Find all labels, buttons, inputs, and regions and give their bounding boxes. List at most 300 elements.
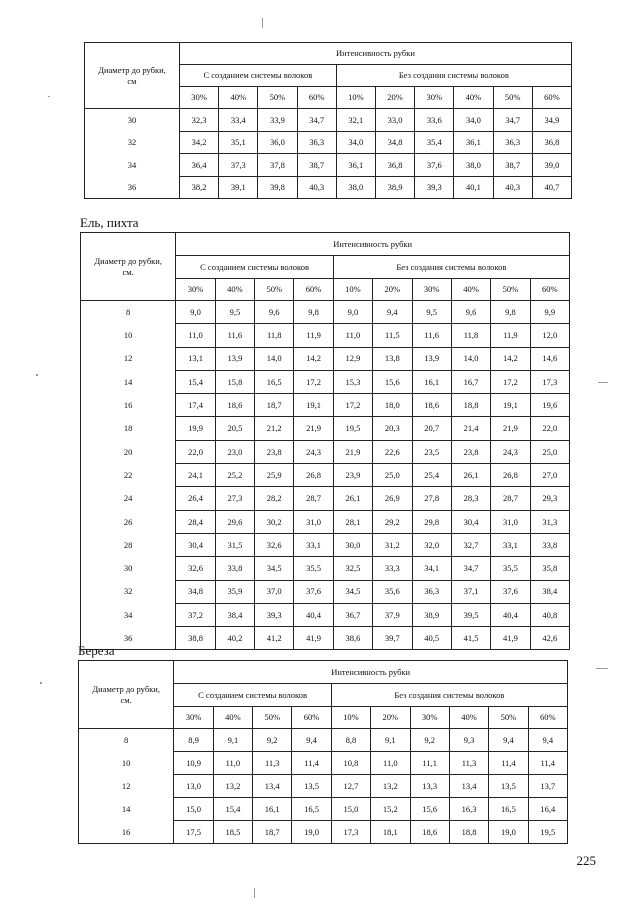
table-cell: 18,0: [373, 394, 412, 417]
pct-header: 40%: [451, 279, 490, 301]
table-cell: 9,4: [489, 729, 528, 752]
table-cell: 41,9: [294, 627, 333, 650]
table-cell: 9,0: [176, 301, 215, 324]
table-cell: 22,6: [373, 440, 412, 463]
row-diameter: 30: [85, 109, 180, 132]
table-cell: 11,5: [373, 324, 412, 347]
pct-header: 30%: [176, 279, 215, 301]
row-diameter: 24: [81, 487, 176, 510]
table-cell: 18,7: [253, 821, 292, 844]
table-cell: 41,9: [491, 627, 530, 650]
table-cell: 11,4: [489, 752, 528, 775]
table-cell: 14,0: [451, 347, 490, 370]
pct-header: 10%: [333, 279, 372, 301]
table-cell: 15,4: [213, 798, 252, 821]
table-row: [79, 729, 568, 752]
table-cell: 21,9: [491, 417, 530, 440]
table-cell: 35,9: [215, 580, 254, 603]
table-cell: 36,4: [179, 154, 218, 177]
table-cell: 34,0: [336, 131, 375, 154]
table-cell: 26,1: [451, 464, 490, 487]
table-cell: 23,8: [451, 440, 490, 463]
row-diameter: 12: [81, 347, 176, 370]
table-cell: 20,5: [215, 417, 254, 440]
table-cell: 15,3: [333, 370, 372, 393]
table-cell: 11,0: [371, 752, 410, 775]
table-cell: 19,9: [176, 417, 215, 440]
row-diameter: 16: [79, 821, 174, 844]
table-cell: 9,5: [412, 301, 451, 324]
table-cell: 9,8: [491, 301, 530, 324]
pct-header: 40%: [449, 707, 488, 729]
table-cell: 38,0: [336, 176, 375, 199]
table-cell: 35,5: [491, 557, 530, 580]
table-cell: 9,1: [371, 729, 410, 752]
table-cell: 34,8: [176, 580, 215, 603]
table-cell: 14,0: [255, 347, 294, 370]
table-cell: 33,1: [294, 533, 333, 556]
table-cell: 11,0: [213, 752, 252, 775]
table-cell: 13,4: [253, 775, 292, 798]
table-cell: 32,7: [451, 533, 490, 556]
table-block-3: [78, 660, 568, 844]
table-cell: 13,8: [373, 347, 412, 370]
table-cell: 27,8: [412, 487, 451, 510]
row-diameter: 28: [81, 533, 176, 556]
intensity-header: Интенсивность рубки: [176, 233, 570, 256]
table-cell: 11,9: [294, 324, 333, 347]
table-cell: 20,7: [412, 417, 451, 440]
table-cell: 34,7: [451, 557, 490, 580]
table-cell: 18,1: [371, 821, 410, 844]
pct-header: 10%: [336, 87, 375, 109]
table-row: [79, 752, 568, 775]
table-cell: 14,6: [530, 347, 569, 370]
diameter-header: Диаметр до рубки, см.: [79, 661, 174, 729]
table-cell: 26,9: [373, 487, 412, 510]
table-cell: 32,3: [179, 109, 218, 132]
without-skid-header: Без создания системы волоков: [331, 684, 567, 707]
table-cell: 12,7: [331, 775, 370, 798]
table-cell: 16,1: [412, 370, 451, 393]
table-cell: 19,0: [292, 821, 331, 844]
table-cell: 13,7: [528, 775, 567, 798]
table-cell: 11,4: [292, 752, 331, 775]
table-cell: 17,4: [176, 394, 215, 417]
table-cell: 8,8: [331, 729, 370, 752]
table-cell: 9,4: [373, 301, 412, 324]
table-cell: 9,3: [449, 729, 488, 752]
table-cell: 21,4: [451, 417, 490, 440]
table-cell: 36,7: [333, 603, 372, 626]
table-cell: 38,8: [176, 627, 215, 650]
table-cell: 33,3: [373, 557, 412, 580]
table-cell: 30,4: [176, 533, 215, 556]
table-cell: 10,9: [174, 752, 213, 775]
table-cell: 40,7: [532, 176, 571, 199]
table-row: [81, 533, 570, 556]
row-diameter: 14: [79, 798, 174, 821]
table-cell: 18,6: [410, 821, 449, 844]
intensity-header: Интенсивность рубки: [174, 661, 568, 684]
table-cell: 37,3: [219, 154, 258, 177]
table-cell: 34,5: [255, 557, 294, 580]
table-cell: 30,4: [451, 510, 490, 533]
table-cell: 34,2: [179, 131, 218, 154]
table-cell: 35,6: [373, 580, 412, 603]
table-cell: 18,6: [215, 394, 254, 417]
table-cell: 11,0: [176, 324, 215, 347]
table-cell: 40,5: [412, 627, 451, 650]
table-cell: 15,6: [373, 370, 412, 393]
table-cell: 11,3: [253, 752, 292, 775]
table-cell: 37,1: [451, 580, 490, 603]
table-cell: 25,2: [215, 464, 254, 487]
table-cell: 37,0: [255, 580, 294, 603]
table-cell: 32,1: [336, 109, 375, 132]
pct-header: 40%: [454, 87, 493, 109]
with-skid-header: С созданием системы волоков: [174, 684, 331, 707]
table-cell: 19,5: [528, 821, 567, 844]
table-cell: 19,1: [294, 394, 333, 417]
table-cell: 12,0: [530, 324, 569, 347]
table-cell: 25,9: [255, 464, 294, 487]
table-cell: 16,5: [255, 370, 294, 393]
table-cell: 40,1: [454, 176, 493, 199]
table-row: [79, 821, 568, 844]
table-cell: 36,1: [336, 154, 375, 177]
table-cell: 9,8: [294, 301, 333, 324]
table-cell: 11,6: [215, 324, 254, 347]
table-cell: 40,3: [493, 176, 532, 199]
diameter-header: Диаметр до рубки, см.: [81, 233, 176, 301]
table-cell: 35,1: [219, 131, 258, 154]
table-cell: 41,2: [255, 627, 294, 650]
pct-header: 30%: [412, 279, 451, 301]
row-diameter: 12: [79, 775, 174, 798]
table-cell: 28,4: [176, 510, 215, 533]
pct-header: 40%: [215, 279, 254, 301]
table-cell: 23,0: [215, 440, 254, 463]
table-cell: 10,8: [331, 752, 370, 775]
table-cell: 29,8: [412, 510, 451, 533]
table-cell: 33,6: [415, 109, 454, 132]
without-skid-header: Без создания системы волоков: [333, 256, 569, 279]
table-row: [81, 301, 570, 324]
pct-header: 20%: [375, 87, 414, 109]
table-cell: 19,1: [491, 394, 530, 417]
table-cell: 11,9: [491, 324, 530, 347]
table-cell: 15,2: [371, 798, 410, 821]
table-cell: 28,2: [255, 487, 294, 510]
table-cell: 33,8: [530, 533, 569, 556]
table-cell: 9,1: [213, 729, 252, 752]
table-cell: 31,0: [491, 510, 530, 533]
table-cell: 13,1: [176, 347, 215, 370]
table-cell: 40,2: [215, 627, 254, 650]
data-table: [78, 660, 568, 844]
table-cell: 38,6: [333, 627, 372, 650]
table-cell: 18,8: [449, 821, 488, 844]
table-cell: 18,8: [451, 394, 490, 417]
with-skid-header: С созданием системы волоков: [176, 256, 333, 279]
table-cell: 24,3: [491, 440, 530, 463]
pct-header: 50%: [493, 87, 532, 109]
row-diameter: 34: [81, 603, 176, 626]
table-cell: 37,6: [294, 580, 333, 603]
table-cell: 34,1: [412, 557, 451, 580]
table-cell: 36,8: [532, 131, 571, 154]
table-cell: 9,6: [255, 301, 294, 324]
table-row: [85, 176, 572, 199]
table-cell: 13,5: [292, 775, 331, 798]
table-cell: 19,6: [530, 394, 569, 417]
table-cell: 17,3: [331, 821, 370, 844]
table-cell: 32,6: [255, 533, 294, 556]
table-cell: 13,9: [412, 347, 451, 370]
table-cell: 23,8: [255, 440, 294, 463]
table-cell: 36,3: [412, 580, 451, 603]
table-cell: 16,5: [292, 798, 331, 821]
table-row: [85, 109, 572, 132]
table-cell: 37,2: [176, 603, 215, 626]
table-cell: 33,4: [219, 109, 258, 132]
row-diameter: 14: [81, 370, 176, 393]
table-cell: 40,8: [530, 603, 569, 626]
pct-header: 50%: [258, 87, 297, 109]
section-caption-birch: Береза: [78, 643, 115, 658]
table-cell: 38,9: [412, 603, 451, 626]
pct-header: 60%: [530, 279, 569, 301]
pct-header: 30%: [179, 87, 218, 109]
table-cell: 23,9: [333, 464, 372, 487]
pct-header: 60%: [532, 87, 571, 109]
table-cell: 29,3: [530, 487, 569, 510]
table-cell: 42,6: [530, 627, 569, 650]
table-cell: 39,3: [415, 176, 454, 199]
table-cell: 13,9: [215, 347, 254, 370]
with-skid-header: С созданием системы волоков: [179, 65, 336, 87]
row-diameter: 32: [81, 580, 176, 603]
table-cell: 39,3: [255, 603, 294, 626]
table-cell: 31,3: [530, 510, 569, 533]
table-cell: 22,0: [176, 440, 215, 463]
table-row: [81, 580, 570, 603]
table-cell: 34,8: [375, 131, 414, 154]
table-cell: 11,4: [528, 752, 567, 775]
pct-header: 50%: [253, 707, 292, 729]
table-row: [81, 627, 570, 650]
pct-header: 40%: [219, 87, 258, 109]
table-cell: 38,2: [179, 176, 218, 199]
pct-header: 60%: [528, 707, 567, 729]
pct-header: 50%: [255, 279, 294, 301]
table-block-1: [84, 42, 572, 199]
table-cell: 13,2: [213, 775, 252, 798]
table-block-2: [80, 232, 570, 650]
table-cell: 41,5: [451, 627, 490, 650]
table-row: [85, 154, 572, 177]
table-cell: 11,8: [255, 324, 294, 347]
table-cell: 31,2: [373, 533, 412, 556]
page-number: 225: [576, 853, 596, 868]
table-cell: 16,3: [449, 798, 488, 821]
table-cell: 25,0: [530, 440, 569, 463]
table-cell: 9,2: [410, 729, 449, 752]
table-cell: 26,8: [294, 464, 333, 487]
table-cell: 16,1: [253, 798, 292, 821]
table-cell: 37,8: [258, 154, 297, 177]
table-cell: 17,2: [333, 394, 372, 417]
table-row: [81, 440, 570, 463]
table-row: [81, 557, 570, 580]
table-row: [81, 417, 570, 440]
table-cell: 37,9: [373, 603, 412, 626]
table-cell: 40,4: [294, 603, 333, 626]
table-cell: 24,3: [294, 440, 333, 463]
table-cell: 31,5: [215, 533, 254, 556]
table-cell: 11,6: [412, 324, 451, 347]
pct-header: 30%: [415, 87, 454, 109]
table-cell: 18,7: [255, 394, 294, 417]
table-cell: 27,3: [215, 487, 254, 510]
table-cell: 13,2: [371, 775, 410, 798]
table-cell: 39,8: [258, 176, 297, 199]
table-cell: 21,9: [333, 440, 372, 463]
table-cell: 39,5: [451, 603, 490, 626]
table-cell: 37,6: [491, 580, 530, 603]
without-skid-header: Без создания системы волоков: [336, 65, 571, 87]
table-cell: 16,7: [451, 370, 490, 393]
table-cell: 14,2: [491, 347, 530, 370]
table-cell: 15,4: [176, 370, 215, 393]
table-cell: 18,6: [412, 394, 451, 417]
row-diameter: 32: [85, 131, 180, 154]
table-cell: 40,3: [297, 176, 336, 199]
table-cell: 36,1: [454, 131, 493, 154]
pct-header: 40%: [213, 707, 252, 729]
table-cell: 39,0: [532, 154, 571, 177]
pct-header: 10%: [331, 707, 370, 729]
table-cell: 35,4: [415, 131, 454, 154]
table-cell: 12,9: [333, 347, 372, 370]
table-cell: 33,9: [258, 109, 297, 132]
table-cell: 26,4: [176, 487, 215, 510]
table-cell: 32,6: [176, 557, 215, 580]
table-cell: 9,9: [530, 301, 569, 324]
table-cell: 34,5: [333, 580, 372, 603]
table-cell: 17,2: [491, 370, 530, 393]
table-cell: 29,6: [215, 510, 254, 533]
table-row: [81, 370, 570, 393]
table-cell: 38,7: [297, 154, 336, 177]
table-cell: 34,9: [532, 109, 571, 132]
table-cell: 25,0: [373, 464, 412, 487]
table-cell: 27,0: [530, 464, 569, 487]
table-cell: 9,4: [528, 729, 567, 752]
table-cell: 38,7: [493, 154, 532, 177]
table-cell: 32,0: [412, 533, 451, 556]
table-cell: 36,8: [375, 154, 414, 177]
table-cell: 15,8: [215, 370, 254, 393]
table-row: [81, 324, 570, 347]
table-cell: 31,0: [294, 510, 333, 533]
table-cell: 24,1: [176, 464, 215, 487]
row-diameter: 8: [79, 729, 174, 752]
table-cell: 13,5: [489, 775, 528, 798]
table-cell: 14,2: [294, 347, 333, 370]
table-cell: 11,8: [451, 324, 490, 347]
table-cell: 38,4: [530, 580, 569, 603]
table-cell: 36,0: [258, 131, 297, 154]
table-cell: 11,1: [410, 752, 449, 775]
table-cell: 18,5: [213, 821, 252, 844]
table-row: [81, 510, 570, 533]
table-cell: 28,1: [333, 510, 372, 533]
table-cell: 23,5: [412, 440, 451, 463]
table-cell: 25,4: [412, 464, 451, 487]
table-cell: 34,7: [297, 109, 336, 132]
pct-header: 60%: [297, 87, 336, 109]
table-cell: 16,5: [489, 798, 528, 821]
table-cell: 38,9: [375, 176, 414, 199]
table-cell: 21,2: [255, 417, 294, 440]
table-cell: 17,2: [294, 370, 333, 393]
table-cell: 16,4: [528, 798, 567, 821]
table-cell: 28,7: [491, 487, 530, 510]
table-cell: 9,0: [333, 301, 372, 324]
pct-header: 30%: [174, 707, 213, 729]
table-cell: 19,0: [489, 821, 528, 844]
table-cell: 37,6: [415, 154, 454, 177]
row-diameter: 10: [79, 752, 174, 775]
table-cell: 26,1: [333, 487, 372, 510]
table-row: [85, 131, 572, 154]
table-cell: 26,8: [491, 464, 530, 487]
table-cell: 38,0: [454, 154, 493, 177]
row-diameter: 36: [81, 627, 176, 650]
table-row: [81, 347, 570, 370]
table-cell: 8,9: [174, 729, 213, 752]
table-cell: 32,5: [333, 557, 372, 580]
table-cell: 39,7: [373, 627, 412, 650]
pct-header: 20%: [373, 279, 412, 301]
row-diameter: 8: [81, 301, 176, 324]
table-cell: 38,4: [215, 603, 254, 626]
data-table: [80, 232, 570, 650]
table-cell: 17,5: [174, 821, 213, 844]
table-cell: 13,0: [174, 775, 213, 798]
table-cell: 40,4: [491, 603, 530, 626]
pct-header: 50%: [491, 279, 530, 301]
table-cell: 35,8: [530, 557, 569, 580]
table-cell: 21,9: [294, 417, 333, 440]
pct-header: 30%: [410, 707, 449, 729]
row-diameter: 34: [85, 154, 180, 177]
table-cell: 36,3: [493, 131, 532, 154]
table-cell: 13,3: [410, 775, 449, 798]
table-cell: 17,3: [530, 370, 569, 393]
row-diameter: 30: [81, 557, 176, 580]
row-diameter: 18: [81, 417, 176, 440]
table-cell: 20,3: [373, 417, 412, 440]
row-diameter: 22: [81, 464, 176, 487]
table-cell: 39,1: [219, 176, 258, 199]
table-cell: 19,5: [333, 417, 372, 440]
table-cell: 9,2: [253, 729, 292, 752]
row-diameter: 20: [81, 440, 176, 463]
pct-header: 60%: [294, 279, 333, 301]
